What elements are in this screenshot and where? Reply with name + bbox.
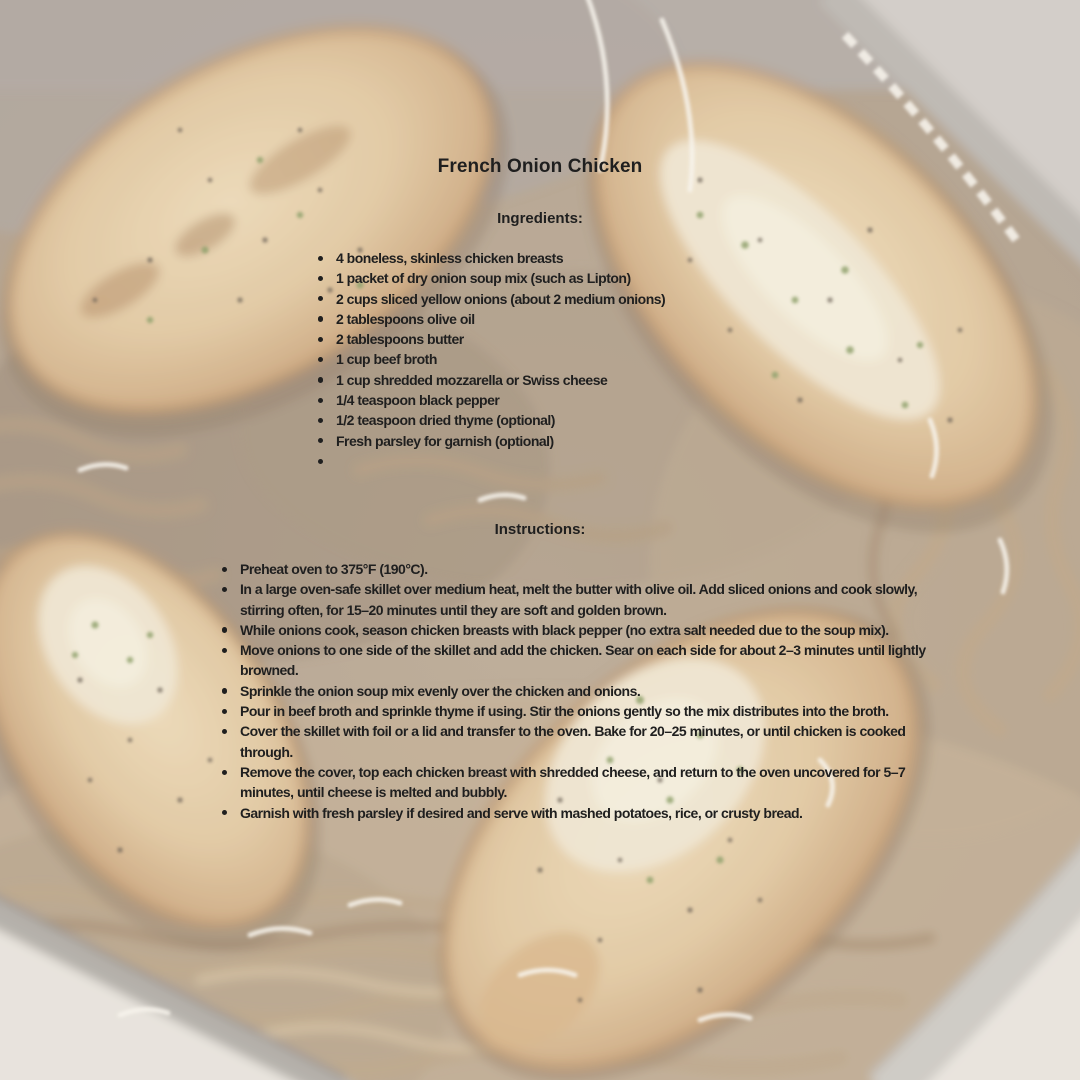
ingredient-item: 2 cups sliced yellow onions (about 2 medium onions) bbox=[336, 289, 766, 309]
ingredient-item: 4 boneless, skinless chicken breasts bbox=[336, 248, 766, 268]
instruction-item: While onions cook, season chicken breasts with black pepper (no extra salt needed due to the soup mix). bbox=[240, 620, 950, 640]
ingredients-list bbox=[336, 248, 766, 451]
instruction-item: Sprinkle the onion soup mix evenly over the chicken and onions. bbox=[240, 681, 950, 701]
instruction-item: Preheat oven to 375°F (190°C). bbox=[240, 559, 950, 579]
instructions-list bbox=[240, 559, 950, 823]
recipe-title: French Onion Chicken bbox=[437, 156, 643, 177]
ingredient-item: 2 tablespoons olive oil bbox=[336, 309, 766, 329]
ingredient-item: 2 tablespoons butter bbox=[336, 329, 766, 349]
instruction-item: Garnish with fresh parsley if desired and serve with mashed potatoes, rice, or crusty bread. bbox=[240, 803, 950, 823]
instruction-item: Move onions to one side of the skillet and add the chicken. Sear on each side for about 2–3 minutes until lightly browned. bbox=[240, 640, 950, 681]
ingredients-heading: Ingredients: bbox=[497, 210, 583, 227]
ingredient-item: 1 cup beef broth bbox=[336, 349, 766, 369]
ingredient-item: 1/4 teaspoon black pepper bbox=[336, 390, 766, 410]
instruction-item: Pour in beef broth and sprinkle thyme if using. Stir the onions gently so the mix distributes into the broth. bbox=[240, 701, 950, 721]
instruction-item: Cover the skillet with foil or a lid and transfer to the oven. Bake for 20–25 minutes, or until chicken is cooked through. bbox=[240, 721, 950, 762]
ingredient-item: 1 packet of dry onion soup mix (such as Lipton) bbox=[336, 268, 766, 288]
instruction-item: Remove the cover, top each chicken breast with shredded cheese, and return to the oven uncovered for 5–7 minutes, until cheese is melted and bubbly. bbox=[240, 762, 950, 803]
ingredient-item: 1/2 teaspoon dried thyme (optional) bbox=[336, 410, 766, 430]
ingredient-item: 1 cup shredded mozzarella or Swiss cheese bbox=[336, 370, 766, 390]
ingredient-item: Fresh parsley for garnish (optional) bbox=[336, 431, 766, 451]
instruction-item: In a large oven-safe skillet over medium heat, melt the butter with olive oil. Add sliced onions and cook slowly, stirring often, for 15–20 minutes until they are soft and golden brown. bbox=[240, 579, 950, 620]
instructions-heading: Instructions: bbox=[494, 521, 586, 538]
